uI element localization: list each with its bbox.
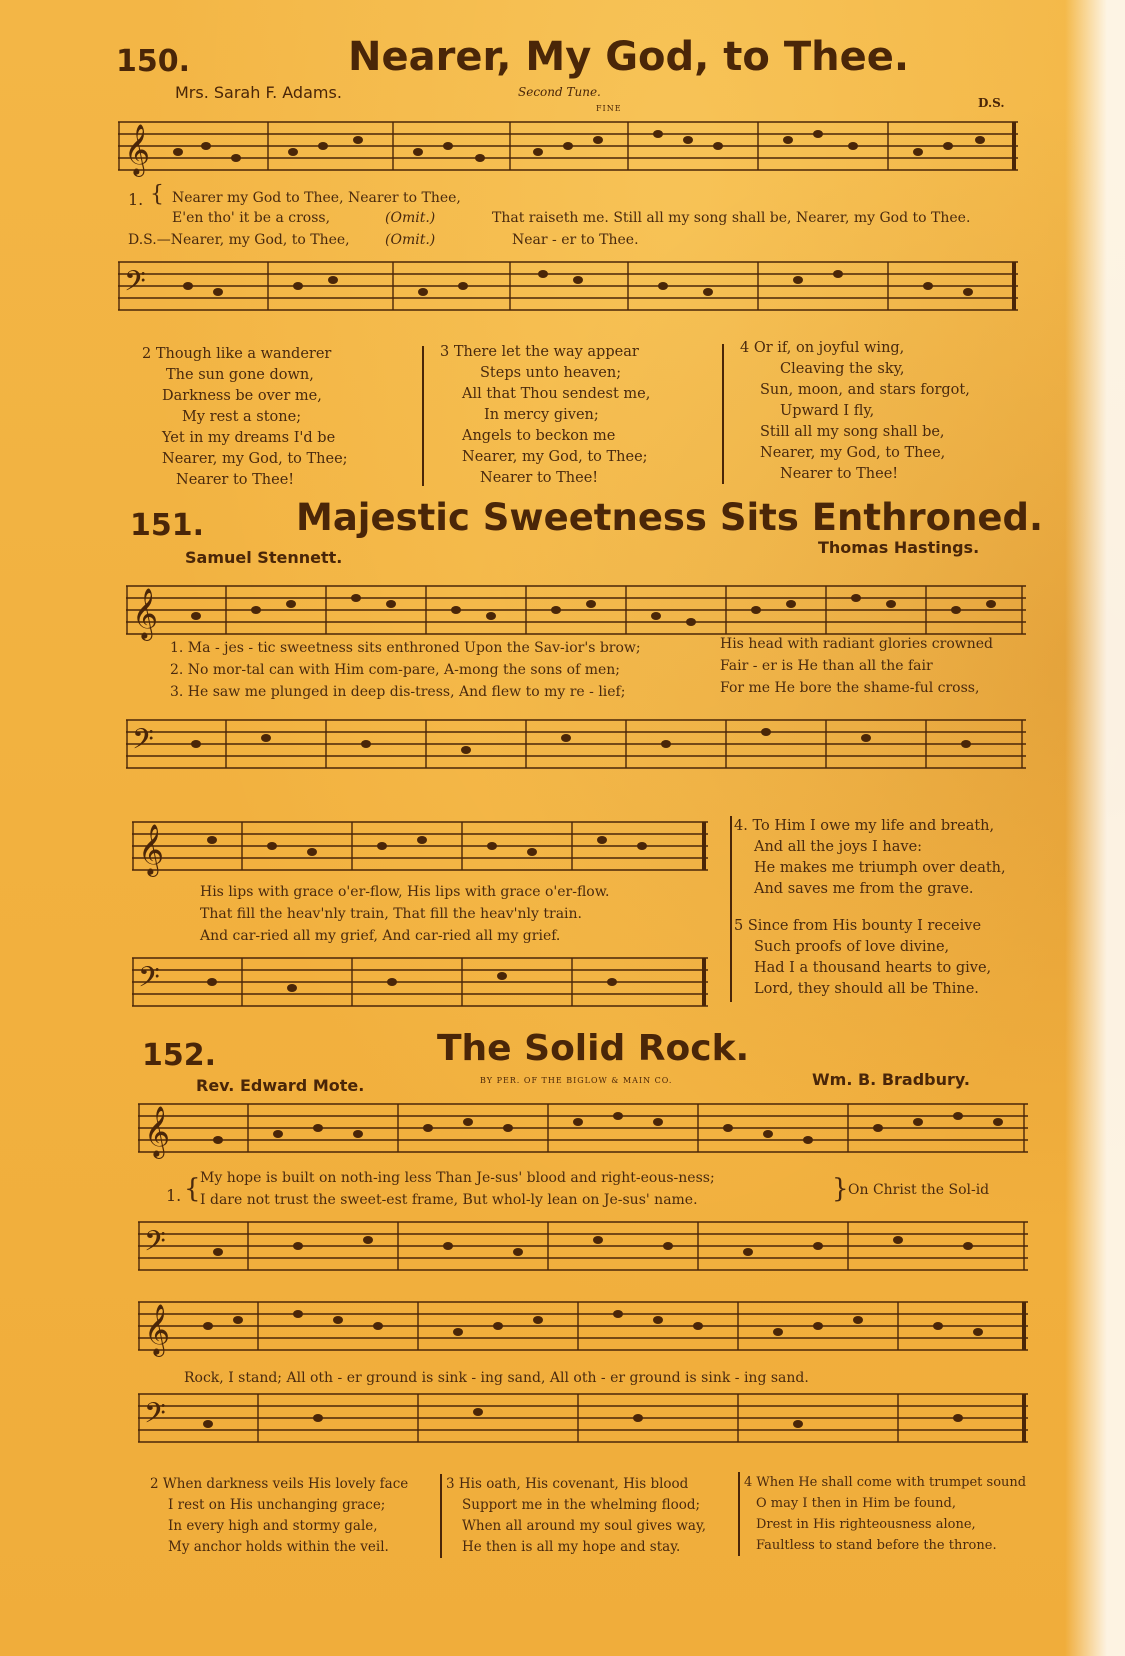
verse-line: Faultless to stand before the throne. — [756, 1538, 997, 1553]
verse-block — [734, 916, 991, 1000]
lyric-line: 1. Ma - jes - tic sweetness sits enthroned Upon the Sav-ior's brow; — [170, 640, 641, 656]
hymn-number: 150. — [116, 44, 191, 79]
svg-text:𝄞: 𝄞 — [144, 1106, 171, 1157]
verse-line: 4. To Him I owe my life and breath, — [734, 818, 995, 834]
lyric-line: That raiseth me. Still all my song shall be, Nearer, my God to Thee. — [492, 210, 971, 226]
verse-block — [734, 816, 1006, 900]
verse-line: Nearer to Thee! — [480, 470, 599, 486]
svg-text:𝄢: 𝄢 — [144, 1397, 166, 1437]
lyric-line: Nearer my God to Thee, Nearer to Thee, — [172, 190, 461, 206]
lyric-line: His head with radiant glories crowned — [720, 636, 994, 652]
verse-line: Lord, they should all be Thine. — [754, 981, 979, 997]
svg-text:𝄞: 𝄞 — [132, 588, 159, 639]
lyric-line: On Christ the Sol-id — [848, 1182, 990, 1198]
music-staff-treble — [132, 808, 708, 880]
copyright-notice: BY PER. OF THE BIGLOW & MAIN CO. — [480, 1076, 673, 1085]
lyric-line: His lips with grace o'er-flow, His lips with grace o'er-flow. — [200, 884, 610, 900]
hymn-title: The Solid Rock. — [437, 1028, 750, 1069]
verse-line: Nearer, my God, to Thee, — [760, 445, 946, 461]
verse-line: Still all my song shall be, — [760, 424, 945, 440]
music-staff-treble — [126, 572, 1026, 644]
verse-line: Nearer, my God, to Thee; — [462, 449, 648, 465]
verse-line: 4 When He shall come with trumpet sound — [744, 1475, 1027, 1490]
hymn-author: Samuel Stennett. — [185, 548, 343, 567]
verse-line: My rest a stone; — [182, 409, 302, 425]
verse-block — [440, 342, 650, 489]
lyric-line: I dare not trust the sweet-est frame, But whol-ly lean on Je-sus' name. — [200, 1192, 698, 1208]
verse-line: My anchor holds within the veil. — [168, 1539, 389, 1555]
svg-text:𝄢: 𝄢 — [138, 961, 160, 1001]
verse-line: O may I then in Him be found, — [756, 1496, 957, 1511]
music-staff-treble — [138, 1090, 1028, 1162]
brace: } — [832, 1174, 849, 1204]
lyric-line: For me He bore the shame-ful cross, — [720, 680, 980, 696]
verse-line: All that Thou sendest me, — [462, 386, 651, 402]
verse-block — [150, 1474, 408, 1558]
music-staff-bass — [132, 944, 708, 1016]
hymn-title: Nearer, My God, to Thee. — [348, 34, 910, 80]
verse-line: The sun gone down, — [166, 367, 314, 383]
verse-line: In every high and stormy gale, — [168, 1518, 378, 1534]
verse-block — [740, 338, 970, 485]
verse-line: 3 His oath, His covenant, His blood — [446, 1476, 689, 1492]
verse-line: Upward I fly, — [780, 403, 875, 419]
verse-line: He makes me triumph over death, — [754, 860, 1006, 876]
music-staff-bass — [138, 1380, 1028, 1452]
verse-divider — [722, 344, 724, 484]
verse-line: And saves me from the grave. — [754, 881, 974, 897]
verse-divider — [738, 1472, 740, 1556]
verse-block — [142, 344, 348, 491]
verse-line: And all the joys I have: — [754, 839, 923, 855]
fine-mark: FINE — [596, 104, 622, 113]
lyric-line: My hope is built on noth-ing less Than Je-sus' blood and right-eous-ness; — [200, 1170, 715, 1186]
hymn-composer: Wm. B. Bradbury. — [812, 1070, 970, 1089]
verse-line: 2 Though like a wanderer — [142, 346, 332, 362]
lyric-line: 3. He saw me plunged in deep dis-tress, And flew to my re - lief; — [170, 684, 626, 700]
verse-line: Such proofs of love divine, — [754, 939, 950, 955]
verse-line-number: 1. — [166, 1186, 182, 1205]
verse-line: Steps unto heaven; — [480, 365, 622, 381]
lyric-line: 2. No mor-tal can with Him com-pare, A-mong the sons of men; — [170, 662, 621, 678]
verse-line: He then is all my hope and stay. — [462, 1539, 681, 1555]
verse-divider — [730, 816, 732, 1002]
verse-block — [744, 1472, 1026, 1556]
verse-line: 5 Since from His bounty I receive — [734, 918, 982, 934]
verse-divider — [440, 1474, 442, 1558]
verse-line: I rest on His unchanging grace; — [168, 1497, 386, 1513]
music-staff-bass — [118, 248, 1018, 320]
verse-line: Nearer, my God, to Thee; — [162, 451, 348, 467]
verse-line: Had I a thousand hearts to give, — [754, 960, 992, 976]
lyric-line: E'en tho' it be a cross, — [172, 210, 331, 226]
svg-text:𝄞: 𝄞 — [124, 124, 151, 175]
verse-line-number: 1. — [128, 190, 144, 209]
svg-text:𝄢: 𝄢 — [144, 1225, 166, 1265]
music-staff-bass — [126, 706, 1026, 778]
brace: { — [150, 182, 164, 207]
svg-text:𝄞: 𝄞 — [144, 1304, 171, 1355]
ds-mark: D.S. — [978, 96, 1005, 110]
verse-divider — [422, 346, 424, 486]
verse-line: In mercy given; — [484, 407, 599, 423]
hymn-number: 151. — [130, 508, 205, 543]
verse-line: 3 There let the way appear — [440, 344, 639, 360]
music-staff-bass — [138, 1208, 1028, 1280]
verse-line: Support me in the whelming flood; — [462, 1497, 701, 1513]
hymn-number: 152. — [142, 1038, 217, 1073]
hymn-author: Mrs. Sarah F. Adams. — [175, 83, 342, 102]
verse-line: 2 When darkness veils His lovely face — [150, 1476, 409, 1492]
lyric-line: And car-ried all my grief, And car-ried all my grief. — [200, 928, 561, 944]
verse-line: 4 Or if, on joyful wing, — [740, 340, 905, 356]
omit-mark: (Omit.) — [385, 210, 436, 226]
music-staff-treble — [118, 108, 1018, 180]
verse-line: Cleaving the sky, — [780, 361, 905, 377]
omit-mark: (Omit.) — [385, 232, 436, 248]
verse-line: When all around my soul gives way, — [462, 1518, 707, 1534]
svg-text:𝄢: 𝄢 — [132, 723, 154, 763]
lyric-line: Near - er to Thee. — [512, 232, 639, 248]
svg-text:𝄢: 𝄢 — [124, 265, 146, 305]
second-tune-label: Second Tune. — [518, 85, 601, 99]
lyric-line: Rock, I stand; All oth - er ground is sink - ing sand, All oth - er ground is sink - ing sand. — [184, 1370, 809, 1386]
hymn-title: Majestic Sweetness Sits Enthroned. — [296, 496, 1044, 539]
brace: { — [184, 1174, 201, 1204]
verse-line: Nearer to Thee! — [176, 472, 295, 488]
lyric-line: That fill the heav'nly train, That fill the heav'nly train. — [200, 906, 582, 922]
verse-line: Sun, moon, and stars forgot, — [760, 382, 970, 398]
hymn-author: Rev. Edward Mote. — [196, 1076, 365, 1095]
verse-line: Nearer to Thee! — [780, 466, 899, 482]
verse-line: Drest in His righteousness alone, — [756, 1517, 976, 1532]
verse-line: Darkness be over me, — [162, 388, 322, 404]
hymn-composer: Thomas Hastings. — [818, 538, 980, 557]
svg-text:𝄞: 𝄞 — [138, 824, 165, 875]
lyric-line: D.S.—Nearer, my God, to Thee, — [128, 232, 350, 248]
verse-line: Yet in my dreams I'd be — [162, 430, 336, 446]
lyric-line: Fair - er is He than all the fair — [720, 658, 933, 674]
verse-block — [446, 1474, 706, 1558]
music-staff-treble — [138, 1288, 1028, 1360]
torn-page-edge — [1065, 0, 1125, 1656]
verse-line: Angels to beckon me — [462, 428, 616, 444]
